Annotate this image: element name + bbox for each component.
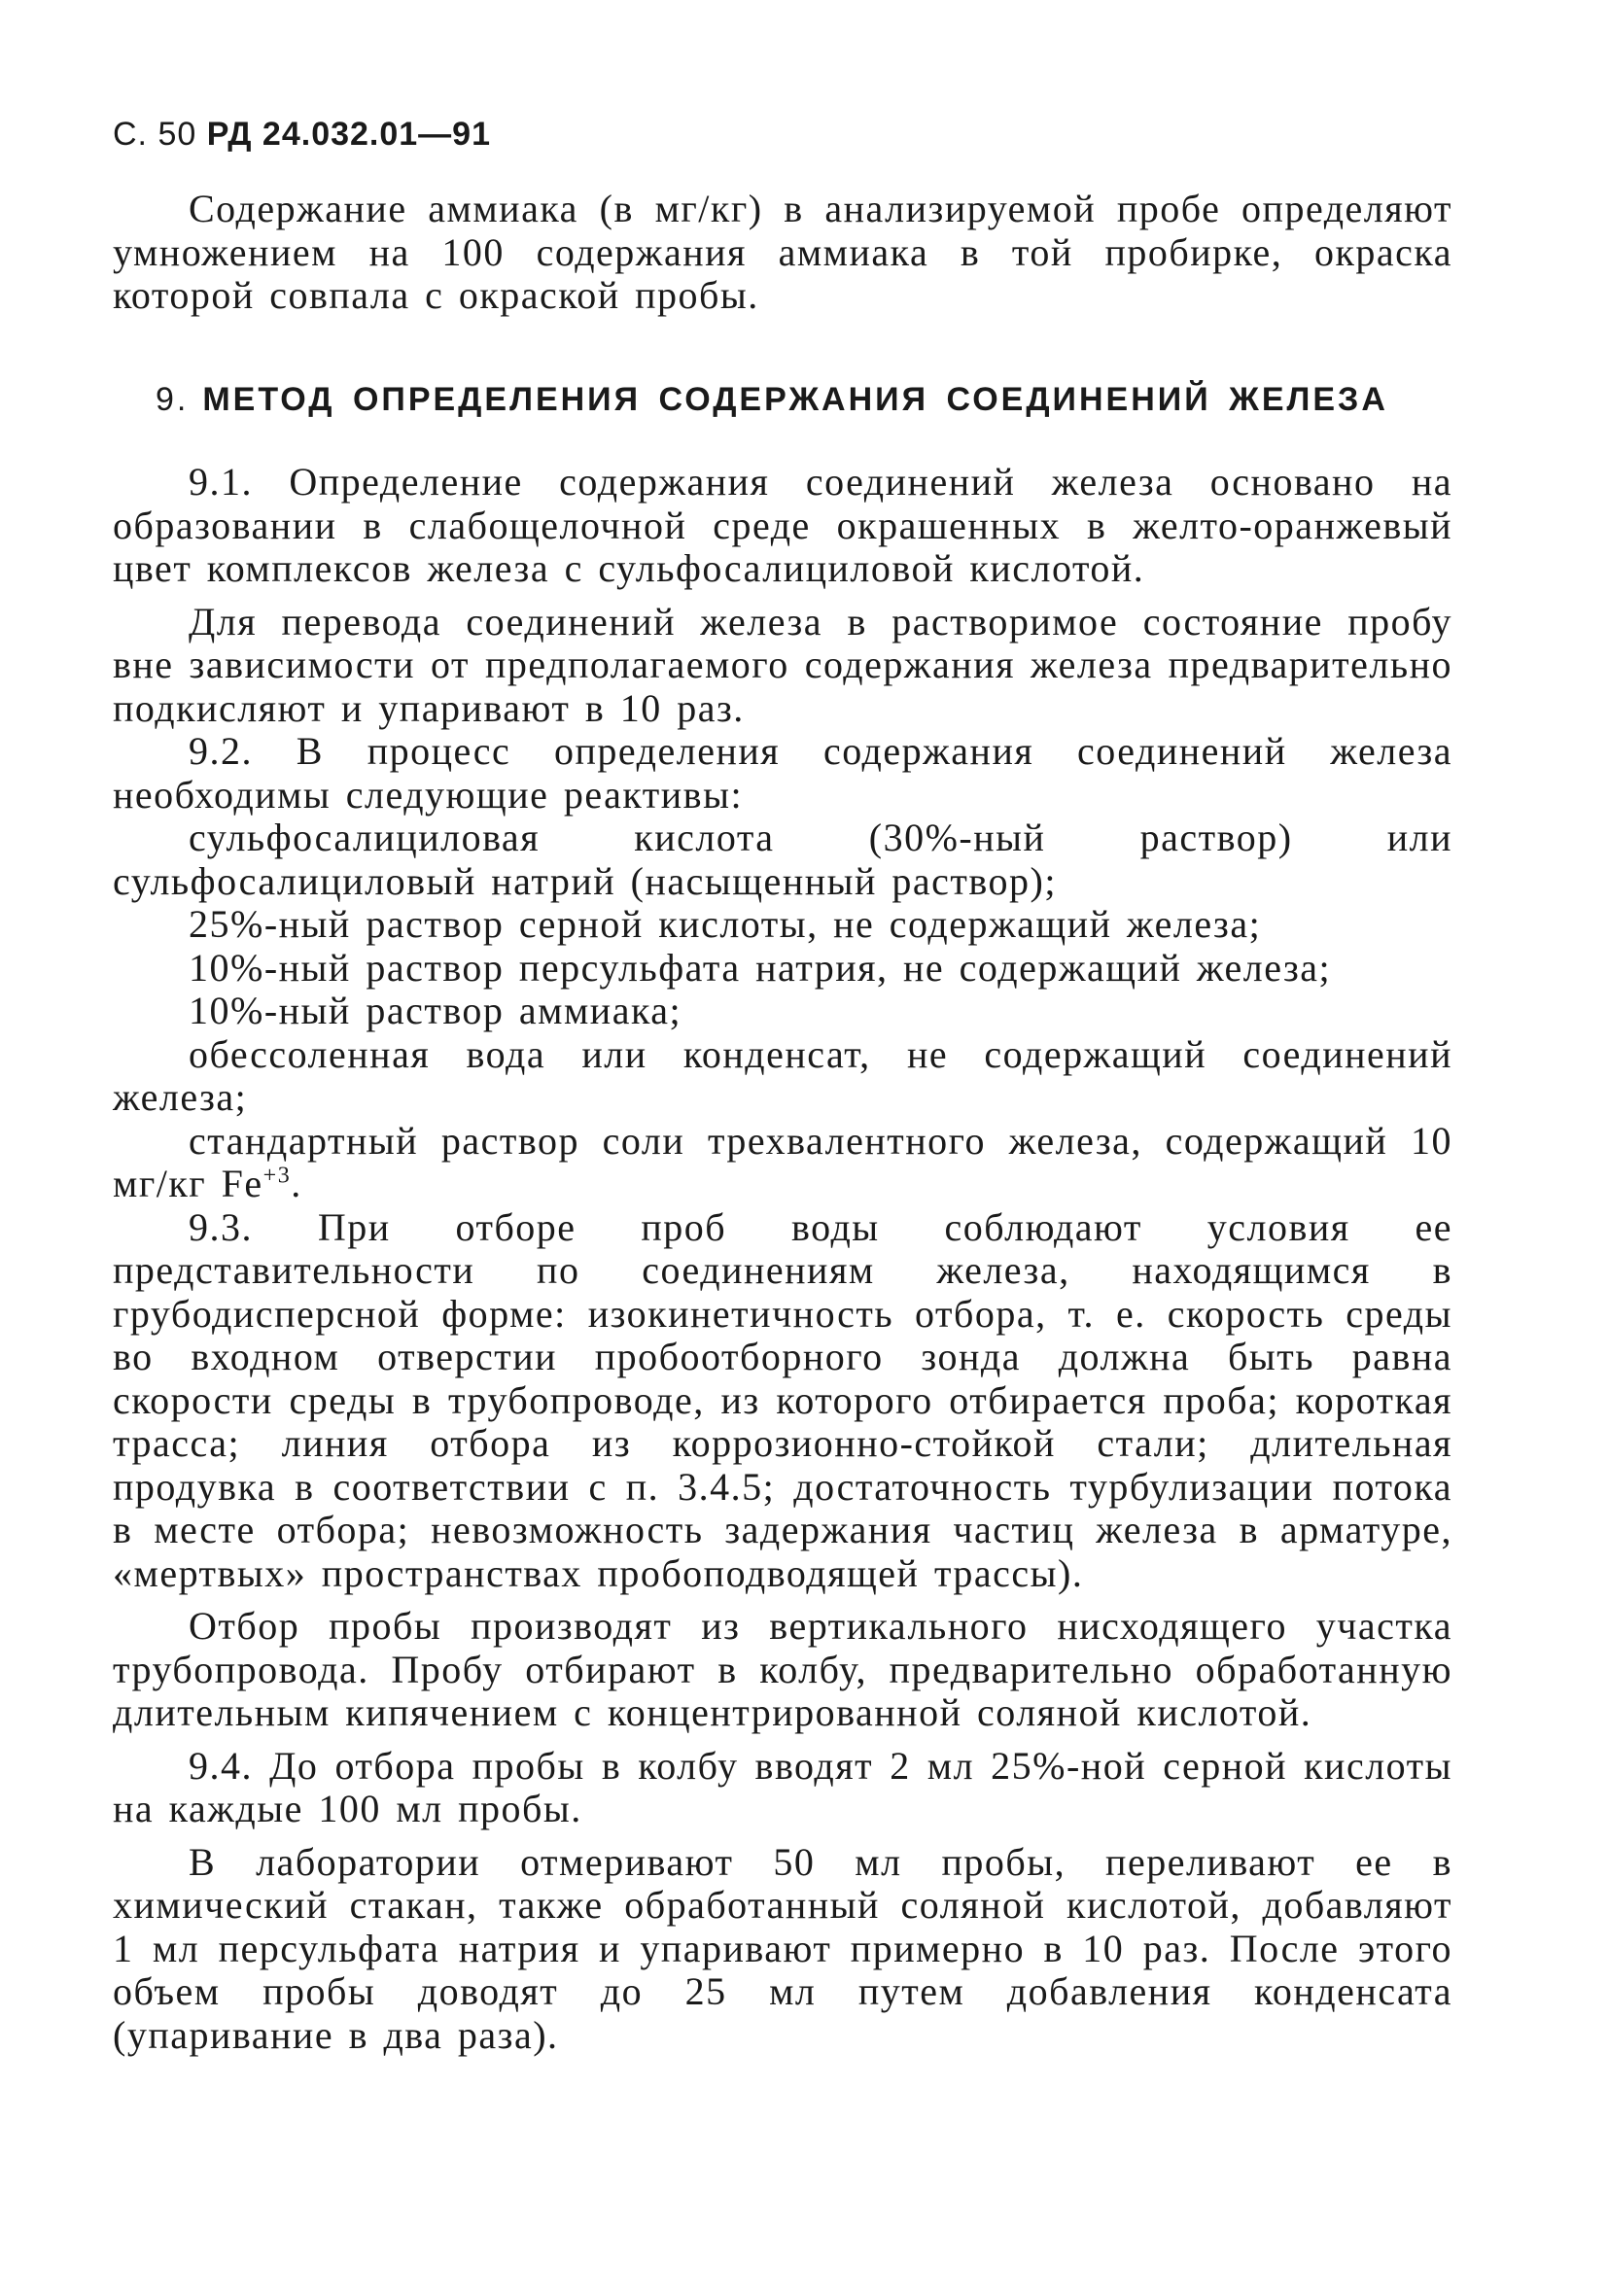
section-heading: [156, 380, 1458, 419]
reagent-item: обессоленная вода или конденсат, не содержащий соединений железа;: [113, 1031, 1452, 1119]
paragraph-9-1: 9.1. Определение содержания соединений железа основано на образовании в слабощелочной среде окрашенных в желто-оранжевый цвет комплексов железа с сульфосалициловой кислотой.: [113, 460, 1452, 590]
intro-paragraph: Содержание аммиака (в мг/кг) в анализируемой пробе определяют умножением на 100 содержания аммиака в той пробирке, окраска которой совпала с окраской пробы.: [113, 187, 1452, 317]
page-number: С. 50: [113, 116, 197, 153]
section-title: МЕТОД ОПРЕДЕЛЕНИЯ СОДЕРЖАНИЯ СОЕДИНЕНИЙ ЖЕЛЕЗА: [202, 381, 1388, 418]
paragraph-9-4-continued: В лаборатории отмеривают 50 мл пробы, переливают ее в химический стакан, также обработанный соляной кислотой, добавляют 1 мл персульфата натрия и упаривают примерно в 10 раз. После этого объем пробы доводят до 25 мл путем добавления конденсата (упаривание в два раза).: [113, 1839, 1452, 2057]
reagent-item: 25%-ный раствор серной кислоты, не содержащий железа;: [189, 902, 1262, 946]
paragraph-9-4: 9.4. До отбора пробы в колбу вводят 2 мл 25%-ной серной кислоты на каждые 100 мл пробы.: [113, 1743, 1452, 1830]
reagent-item-standard: [113, 1120, 1452, 1206]
paragraph-9-2: 9.2. В процесс определения содержания соединений железа необходимы следующие реактивы:: [113, 729, 1452, 817]
section-number: 9.: [156, 381, 190, 418]
reagent-item: 10%-ный раствор персульфата натрия, не содержащий железа;: [189, 945, 1332, 990]
page-header: [113, 115, 491, 154]
reagent-standard-end: .: [291, 1162, 302, 1205]
paragraph-9-1-continued: Для перевода соединений железа в растворимое состояние пробу вне зависимости от предполагаемого содержания железа предварительно подкисляют и упаривают в 10 раз.: [113, 599, 1452, 730]
reagent-item: 10%-ный раствор аммиака;: [189, 989, 682, 1032]
iron-charge: +3: [262, 1163, 292, 1189]
reagent-item: сульфосалициловая кислота (30%-ный раствор) или сульфосалициловый натрий (насыщенный раствор);: [113, 816, 1452, 903]
reagent-standard-text: стандартный раствор соли трехвалентного железа, содержащий 10 мг/кг Fe: [113, 1118, 1452, 1205]
intro-block: [113, 188, 1452, 318]
document-code: РД 24.032.01—91: [206, 116, 491, 153]
paragraph-9-3-continued: Отбор пробы производят из вертикального нисходящего участка трубопровода. Пробу отбирают в колбу, предварительно обработанную длительным кипячением с концентрированной соляной кислотой.: [113, 1604, 1452, 1734]
paragraph-9-3: 9.3. При отборе проб воды соблюдают условия ее представительности по соединениям железа, находящимся в грубодисперсной форме: изокинетичность отбора, т. е. скорость среды во входном отверстии пробоотборного зонда должна быть равна скорости среды в трубопроводе, из которого отбирается проба; короткая трасса; линия отбора из коррозионно-стойкой стали; длительная продувка в соответствии с п. 3.4.5; достаточность турбулизации потока в месте отбора; невозможность задержания частиц железа в арматуре, «мертвых» пространствах пробоподводящей трассы).: [113, 1204, 1452, 1595]
section-body: [113, 461, 1452, 2057]
